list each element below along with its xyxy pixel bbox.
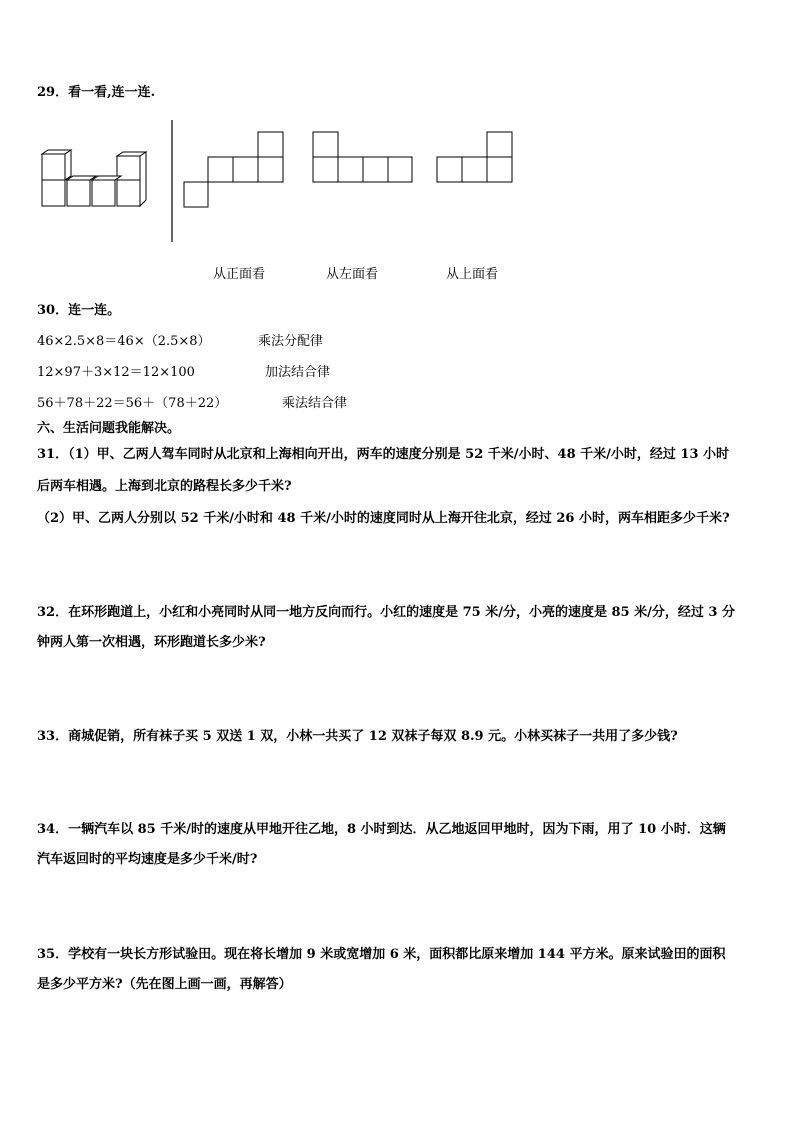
view-figure-c (436, 131, 514, 185)
view-figure-a (183, 131, 285, 209)
q30-law-2: 加法结合律 (265, 365, 331, 380)
q33-line-1: 33．商城促销，所有袜子买 5 双送 1 双，小林一共买了 12 双袜子每双 8.9 元。小林买袜子一共用了多少钱? (37, 729, 678, 744)
view-figure-b (312, 131, 414, 185)
q29-title: 29．看一看,连一连. (37, 85, 156, 100)
cube-solid-figure (40, 150, 160, 212)
q35-line-1: 35．学校有一块长方形试验田。现在将长增加 9 米或宽增加 6 米，面积都比原来增加 144 平方米。原来试验田的面积 (37, 947, 726, 962)
view-label-left: 从左面看 (326, 267, 379, 282)
q31-line-1: 31．（1）甲、乙两人驾车同时从北京和上海相向开出，两车的速度分别是 52 千米/小时、48 千米/小时，经过 13 小时 (37, 447, 730, 462)
q31-line-3: （2）甲、乙两人分别以 52 千米/小时和 48 千米/小时的速度同时从上海开往北京，经过 26 小时，两车相距多少千米? (37, 511, 730, 526)
view-label-top: 从上面看 (446, 267, 499, 282)
q31-line-2: 后两车相遇。上海到北京的路程长多少千米? (37, 479, 292, 494)
section-6-title: 六、生活问题我能解决。 (37, 421, 181, 436)
view-label-front: 从正面看 (213, 267, 266, 282)
q35-line-2: 是多少平方米?（先在图上画一画，再解答） (37, 977, 292, 992)
q30-law-3: 乘法结合律 (282, 396, 348, 411)
q30-expression-2: 12×97＋3×12＝12×100 (37, 365, 195, 380)
vertical-divider (170, 120, 174, 242)
q30-expression-3: 56＋78＋22＝56＋（78＋22） (37, 396, 228, 411)
q30-expression-1: 46×2.5×8＝46×（2.5×8） (37, 334, 211, 349)
q34-line-2: 汽车返回时的平均速度是多少千米/时? (37, 852, 258, 867)
q30-law-1: 乘法分配律 (258, 334, 324, 349)
q32-line-1: 32．在环形跑道上，小红和小亮同时从同一地方反向而行。小红的速度是 75 米/分，小亮的速度是 85 米/分，经过 3 分 (37, 605, 735, 620)
q32-line-2: 钟两人第一次相遇，环形跑道长多少米? (37, 635, 266, 650)
q34-line-1: 34．一辆汽车以 85 千米/时的速度从甲地开往乙地，8 小时到达．从乙地返回甲地时，因为下雨，用了 10 小时．这辆 (37, 822, 726, 837)
q30-title: 30．连一连。 (37, 303, 121, 318)
